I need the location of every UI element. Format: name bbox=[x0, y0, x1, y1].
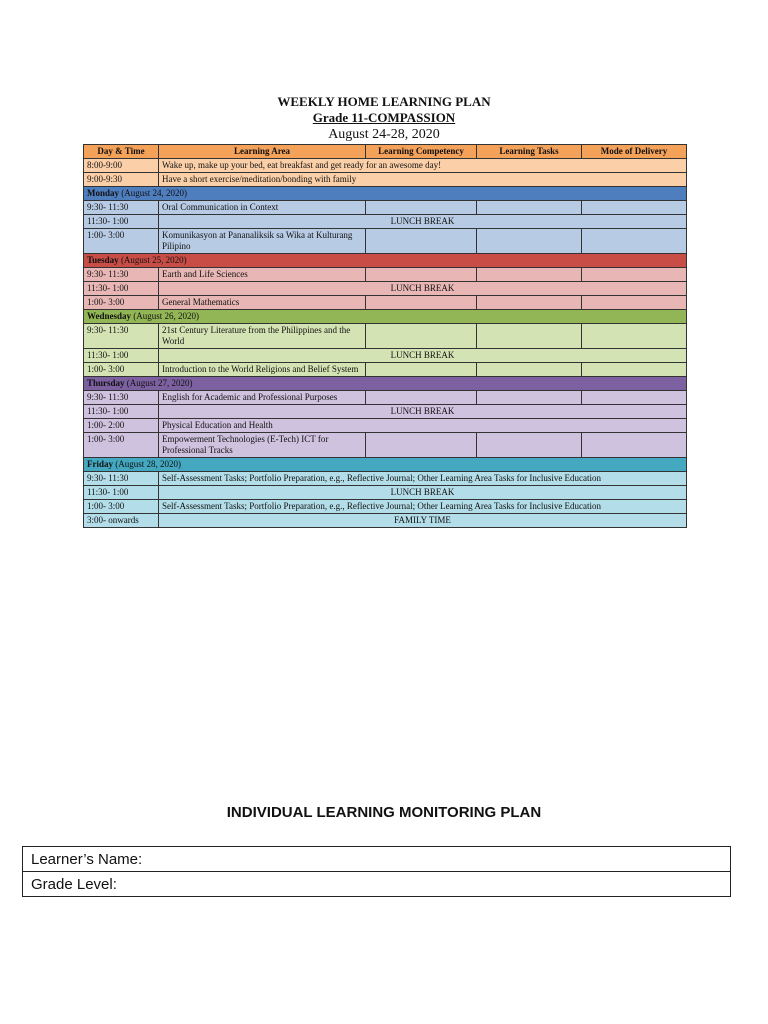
delivery-cell bbox=[582, 296, 687, 310]
learning-area-cell: Earth and Life Sciences bbox=[159, 268, 366, 282]
time-cell: 1:00- 3:00 bbox=[84, 296, 159, 310]
learning-area-cell: 21st Century Literature from the Philippines and the World bbox=[159, 324, 366, 349]
learning-area-cell: Oral Communication in Context bbox=[159, 201, 366, 215]
plan-title: WEEKLY HOME LEARNING PLAN bbox=[277, 94, 491, 109]
learning-area-cell: Physical Education and Health bbox=[159, 419, 687, 433]
table-row bbox=[84, 296, 687, 310]
tasks-cell bbox=[477, 324, 582, 349]
learning-area-cell: Komunikasyon at Pananaliksik sa Wika at Kulturang Pilipino bbox=[159, 229, 366, 254]
table-row bbox=[84, 472, 687, 486]
delivery-cell bbox=[582, 324, 687, 349]
learning-area-cell: Introduction to the World Religions and Belief System bbox=[159, 363, 366, 377]
activity-cell: Wake up, make up your bed, eat breakfast and get ready for an awesome day! bbox=[159, 159, 687, 173]
learning-area-cell: General Mathematics bbox=[159, 296, 366, 310]
time-cell: 3:00- onwards bbox=[84, 514, 159, 528]
table-row bbox=[84, 405, 687, 419]
delivery-cell bbox=[582, 391, 687, 405]
competency-cell bbox=[366, 391, 477, 405]
time-cell: 11:30- 1:00 bbox=[84, 215, 159, 229]
col-header-learning-tasks: Learning Tasks bbox=[477, 145, 582, 159]
table-row bbox=[84, 201, 687, 215]
table-row bbox=[84, 514, 687, 528]
time-cell: 1:00- 3:00 bbox=[84, 363, 159, 377]
competency-cell bbox=[366, 363, 477, 377]
day-date: (August 24, 2020) bbox=[121, 188, 188, 198]
table-row bbox=[84, 349, 687, 363]
time-cell: 1:00- 2:00 bbox=[84, 419, 159, 433]
activity-cell: Have a short exercise/meditation/bonding with family bbox=[159, 173, 687, 187]
time-cell: 1:00- 3:00 bbox=[84, 433, 159, 458]
table-row bbox=[84, 268, 687, 282]
table-row bbox=[84, 159, 687, 173]
table-row bbox=[84, 500, 687, 514]
tasks-cell bbox=[477, 201, 582, 215]
learner-name-field[interactable]: Learner’s Name: bbox=[23, 847, 731, 872]
time-cell: 11:30- 1:00 bbox=[84, 486, 159, 500]
plan-dates: August 24-28, 2020 bbox=[328, 127, 440, 142]
competency-cell bbox=[366, 201, 477, 215]
day-name: Thursday bbox=[87, 378, 125, 388]
delivery-cell bbox=[582, 229, 687, 254]
day-header-monday bbox=[84, 187, 687, 201]
col-header-learning-area: Learning Area bbox=[159, 145, 366, 159]
time-cell: 11:30- 1:00 bbox=[84, 405, 159, 419]
time-cell: 9:30- 11:30 bbox=[84, 391, 159, 405]
day-name: Wednesday bbox=[87, 311, 132, 321]
time-cell: 11:30- 1:00 bbox=[84, 282, 159, 296]
day-date: (August 27, 2020) bbox=[126, 378, 193, 388]
table-row bbox=[84, 324, 687, 349]
competency-cell bbox=[366, 296, 477, 310]
time-cell: 1:00- 3:00 bbox=[84, 229, 159, 254]
table-header-row bbox=[84, 145, 687, 159]
weekly-plan-table bbox=[83, 144, 687, 528]
competency-cell bbox=[366, 229, 477, 254]
tasks-cell bbox=[477, 296, 582, 310]
day-date: (August 28, 2020) bbox=[115, 459, 181, 469]
learning-area-cell: Self-Assessment Tasks; Portfolio Preparation, e.g., Reflective Journal; Other Learning Area Tasks for Inclusive Education bbox=[159, 472, 687, 486]
family-time-cell: FAMILY TIME bbox=[159, 514, 687, 528]
time-cell: 1:00- 3:00 bbox=[84, 500, 159, 514]
plan-header bbox=[0, 94, 768, 143]
tasks-cell bbox=[477, 229, 582, 254]
delivery-cell bbox=[582, 363, 687, 377]
table-row bbox=[84, 215, 687, 229]
day-name: Friday bbox=[87, 459, 113, 469]
time-cell: 11:30- 1:00 bbox=[84, 349, 159, 363]
tasks-cell bbox=[477, 433, 582, 458]
day-header-wednesday bbox=[84, 310, 687, 324]
time-cell: 9:30- 11:30 bbox=[84, 324, 159, 349]
plan-subtitle: Grade 11-COMPASSION bbox=[312, 110, 456, 125]
day-name: Tuesday bbox=[87, 255, 119, 265]
lunch-break-cell: LUNCH BREAK bbox=[159, 349, 687, 363]
delivery-cell bbox=[582, 268, 687, 282]
table-row bbox=[84, 486, 687, 500]
table-row bbox=[23, 872, 731, 897]
competency-cell bbox=[366, 324, 477, 349]
tasks-cell bbox=[477, 391, 582, 405]
table-row bbox=[84, 391, 687, 405]
tasks-cell bbox=[477, 268, 582, 282]
table-row bbox=[84, 363, 687, 377]
grade-level-field[interactable]: Grade Level: bbox=[23, 872, 731, 897]
lunch-break-cell: LUNCH BREAK bbox=[159, 282, 687, 296]
time-cell: 9:30- 11:30 bbox=[84, 268, 159, 282]
day-header-thursday bbox=[84, 377, 687, 391]
day-name: Monday bbox=[87, 188, 120, 198]
monitoring-plan-title: INDIVIDUAL LEARNING MONITORING PLAN bbox=[226, 804, 542, 821]
col-header-learning-competency: Learning Competency bbox=[366, 145, 477, 159]
learning-area-cell: Empowerment Technologies (E-Tech) ICT for Professional Tracks bbox=[159, 433, 366, 458]
day-date: (August 25, 2020) bbox=[120, 255, 187, 265]
day-header-tuesday bbox=[84, 254, 687, 268]
table-row bbox=[84, 282, 687, 296]
col-header-mode-of-delivery: Mode of Delivery bbox=[582, 145, 687, 159]
time-cell: 8:00-9:00 bbox=[84, 159, 159, 173]
lunch-break-cell: LUNCH BREAK bbox=[159, 405, 687, 419]
delivery-cell bbox=[582, 201, 687, 215]
day-header-friday bbox=[84, 458, 687, 472]
competency-cell bbox=[366, 268, 477, 282]
learning-area-cell: English for Academic and Professional Purposes bbox=[159, 391, 366, 405]
table-row bbox=[23, 847, 731, 872]
table-row bbox=[84, 419, 687, 433]
lunch-break-cell: LUNCH BREAK bbox=[159, 215, 687, 229]
time-cell: 9:30- 11:30 bbox=[84, 201, 159, 215]
table-row bbox=[84, 229, 687, 254]
day-date: (August 26, 2020) bbox=[133, 311, 200, 321]
table-row bbox=[84, 173, 687, 187]
learning-area-cell: Self-Assessment Tasks; Portfolio Preparation, e.g., Reflective Journal; Other Learning Area Tasks for Inclusive Education bbox=[159, 500, 687, 514]
lunch-break-cell: LUNCH BREAK bbox=[159, 486, 687, 500]
table-row bbox=[84, 433, 687, 458]
time-cell: 9:00-9:30 bbox=[84, 173, 159, 187]
time-cell: 9:30- 11:30 bbox=[84, 472, 159, 486]
col-header-day-time: Day & Time bbox=[84, 145, 159, 159]
competency-cell bbox=[366, 433, 477, 458]
monitoring-plan-table bbox=[22, 846, 731, 897]
delivery-cell bbox=[582, 433, 687, 458]
tasks-cell bbox=[477, 363, 582, 377]
